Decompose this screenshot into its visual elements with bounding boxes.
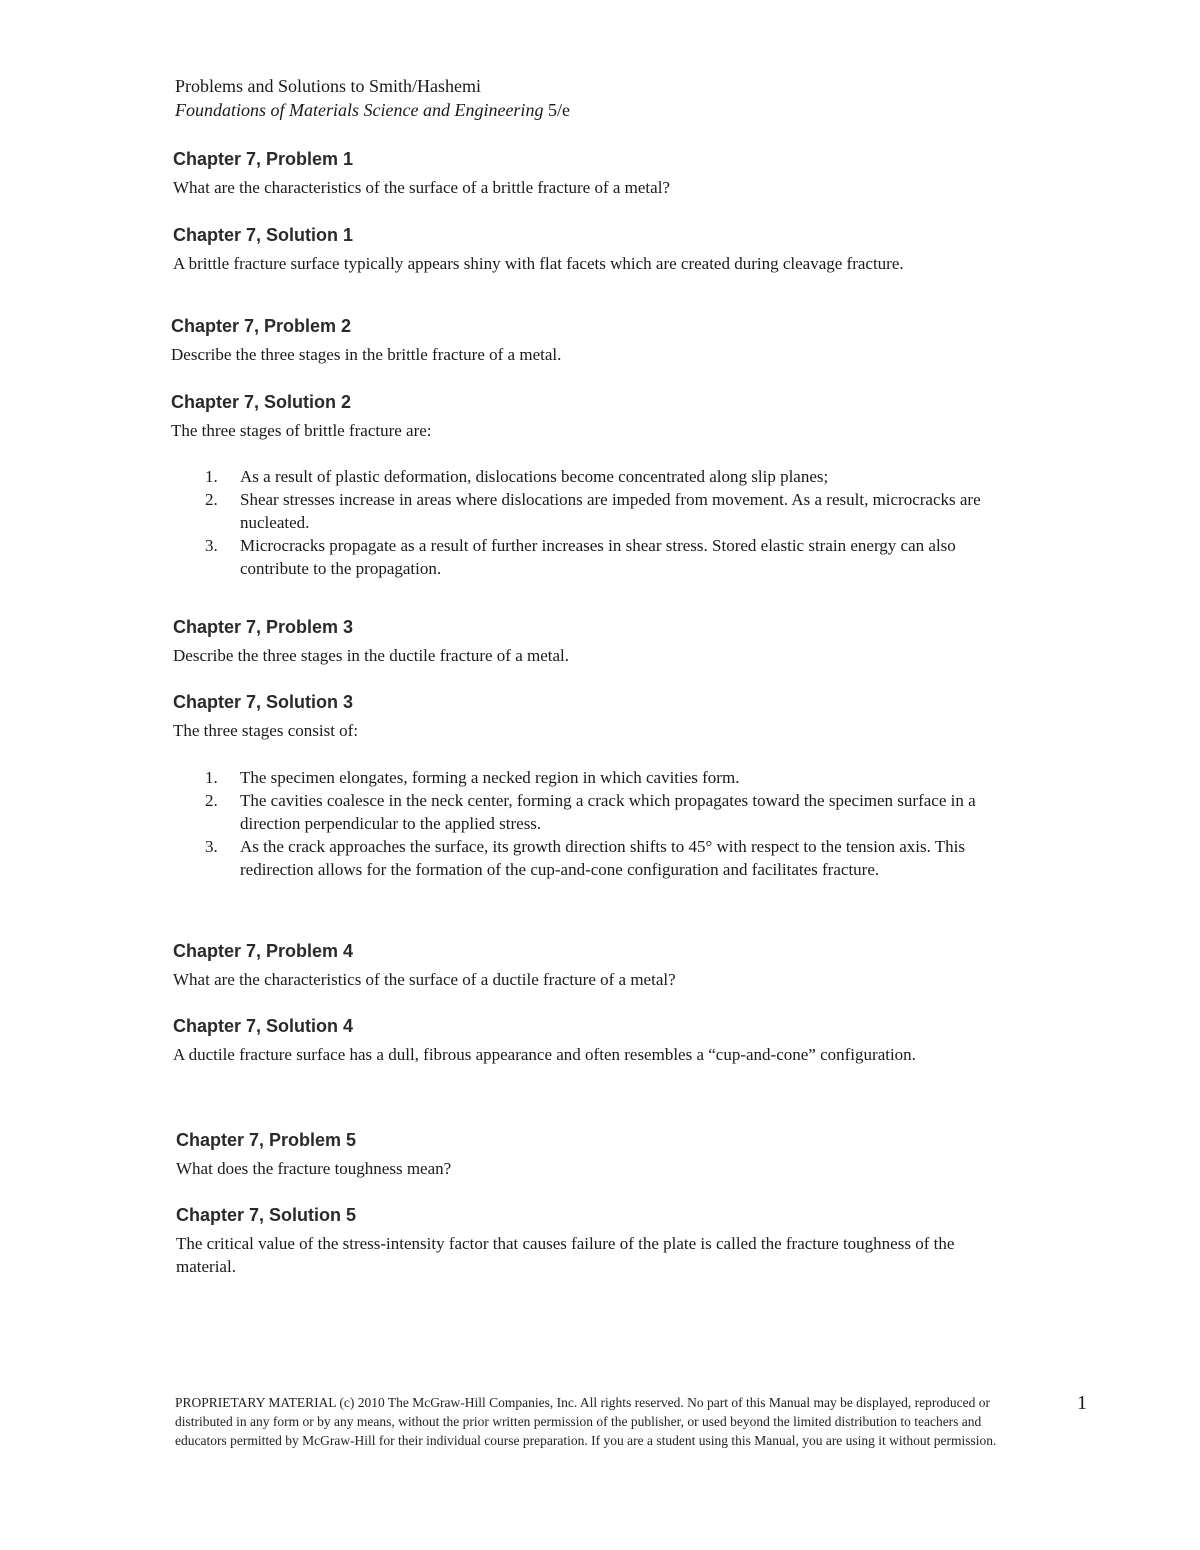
section-heading: Chapter 7, Solution 2: [171, 392, 352, 412]
solution-5: [176, 1204, 1026, 1278]
list-number: 3.: [205, 536, 218, 555]
section-heading: Chapter 7, Problem 5: [176, 1130, 357, 1150]
list-item: [205, 789, 1005, 835]
problem-5: [176, 1129, 1026, 1180]
list-number: 2.: [205, 791, 218, 810]
list-item: [205, 835, 1005, 881]
section-text: A brittle fracture surface typically appears shiny with flat facets which are created during cleavage fracture.: [173, 254, 904, 273]
header-line-2: [175, 98, 570, 122]
list-text: Microcracks propagate as a result of further increases in shear stress. Stored elastic strain energy can also contribute to the propagation.: [240, 536, 956, 578]
solution-1: [173, 224, 1023, 275]
list-number: 2.: [205, 490, 218, 509]
section-text: The critical value of the stress-intensity factor that causes failure of the plate is called the fracture toughness of the material.: [176, 1234, 955, 1276]
section-heading: Chapter 7, Solution 4: [173, 1016, 354, 1036]
document-header: [175, 74, 570, 122]
list-text: As a result of plastic deformation, dislocations become concentrated along slip planes;: [240, 467, 829, 486]
section-text: Describe the three stages in the brittle fracture of a metal.: [171, 345, 562, 364]
edition: 5/e: [543, 100, 570, 120]
list-item: [205, 766, 1005, 789]
problem-2: [171, 315, 1021, 366]
header-line-1: Problems and Solutions to Smith/Hashemi: [175, 76, 482, 96]
section-heading: Chapter 7, Solution 5: [176, 1205, 357, 1225]
section-heading: Chapter 7, Problem 3: [173, 617, 354, 637]
section-text: What are the characteristics of the surface of a ductile fracture of a metal?: [173, 970, 676, 989]
section-heading: Chapter 7, Problem 4: [173, 941, 354, 961]
section-heading: Chapter 7, Problem 2: [171, 316, 352, 336]
page-number: 1: [1077, 1392, 1087, 1414]
list-text: The specimen elongates, forming a necked region in which cavities form.: [240, 768, 740, 787]
list-item: [205, 488, 1005, 534]
book-title: Foundations of Materials Science and Engineering: [175, 100, 544, 120]
list-item: [205, 534, 1005, 580]
section-text: Describe the three stages in the ductile fracture of a metal.: [173, 646, 570, 665]
section-text: What does the fracture toughness mean?: [176, 1159, 452, 1178]
list-text: The cavities coalesce in the neck center, forming a crack which propagates toward the specimen surface in a direction perpendicular to the applied stress.: [240, 791, 976, 833]
list-number: 1.: [205, 467, 218, 486]
copyright-footer: PROPRIETARY MATERIAL (c) 2010 The McGraw-Hill Companies, Inc. All rights reserved. No part of this Manual may be displayed, reproduced or distributed in any form or by any means, without the prior written permission of the publisher, or used beyond the limited distribution to teachers and educators permitted by McGraw-Hill for their individual course preparation. If you are a student using this Manual, you are using it without permission.: [175, 1395, 997, 1448]
solution-2: [171, 391, 1021, 442]
solution-4: [173, 1015, 1023, 1066]
section-text: A ductile fracture surface has a dull, fibrous appearance and often resembles a “cup-and-cone” configuration.: [173, 1045, 916, 1064]
section-text: What are the characteristics of the surface of a brittle fracture of a metal?: [173, 178, 670, 197]
section-heading: Chapter 7, Problem 1: [173, 149, 354, 169]
problem-3: [173, 616, 1023, 667]
solution-2-steps: [205, 465, 1005, 580]
problem-1: [173, 148, 1023, 199]
section-heading: Chapter 7, Solution 1: [173, 225, 354, 245]
problem-4: [173, 940, 1023, 991]
section-text: The three stages consist of:: [173, 721, 359, 740]
solution-3-steps: [205, 766, 1005, 881]
list-text: Shear stresses increase in areas where dislocations are impeded from movement. As a result, microcracks are nucleated.: [240, 490, 981, 532]
section-text: The three stages of brittle fracture are:: [171, 421, 432, 440]
solution-3: [173, 691, 1023, 742]
list-number: 1.: [205, 768, 218, 787]
list-number: 3.: [205, 837, 218, 856]
section-heading: Chapter 7, Solution 3: [173, 692, 354, 712]
list-item: [205, 465, 1005, 488]
list-text: As the crack approaches the surface, its growth direction shifts to 45° with respect to the tension axis. This redirection allows for the formation of the cup-and-cone configuration and facilitates fracture.: [240, 837, 966, 879]
